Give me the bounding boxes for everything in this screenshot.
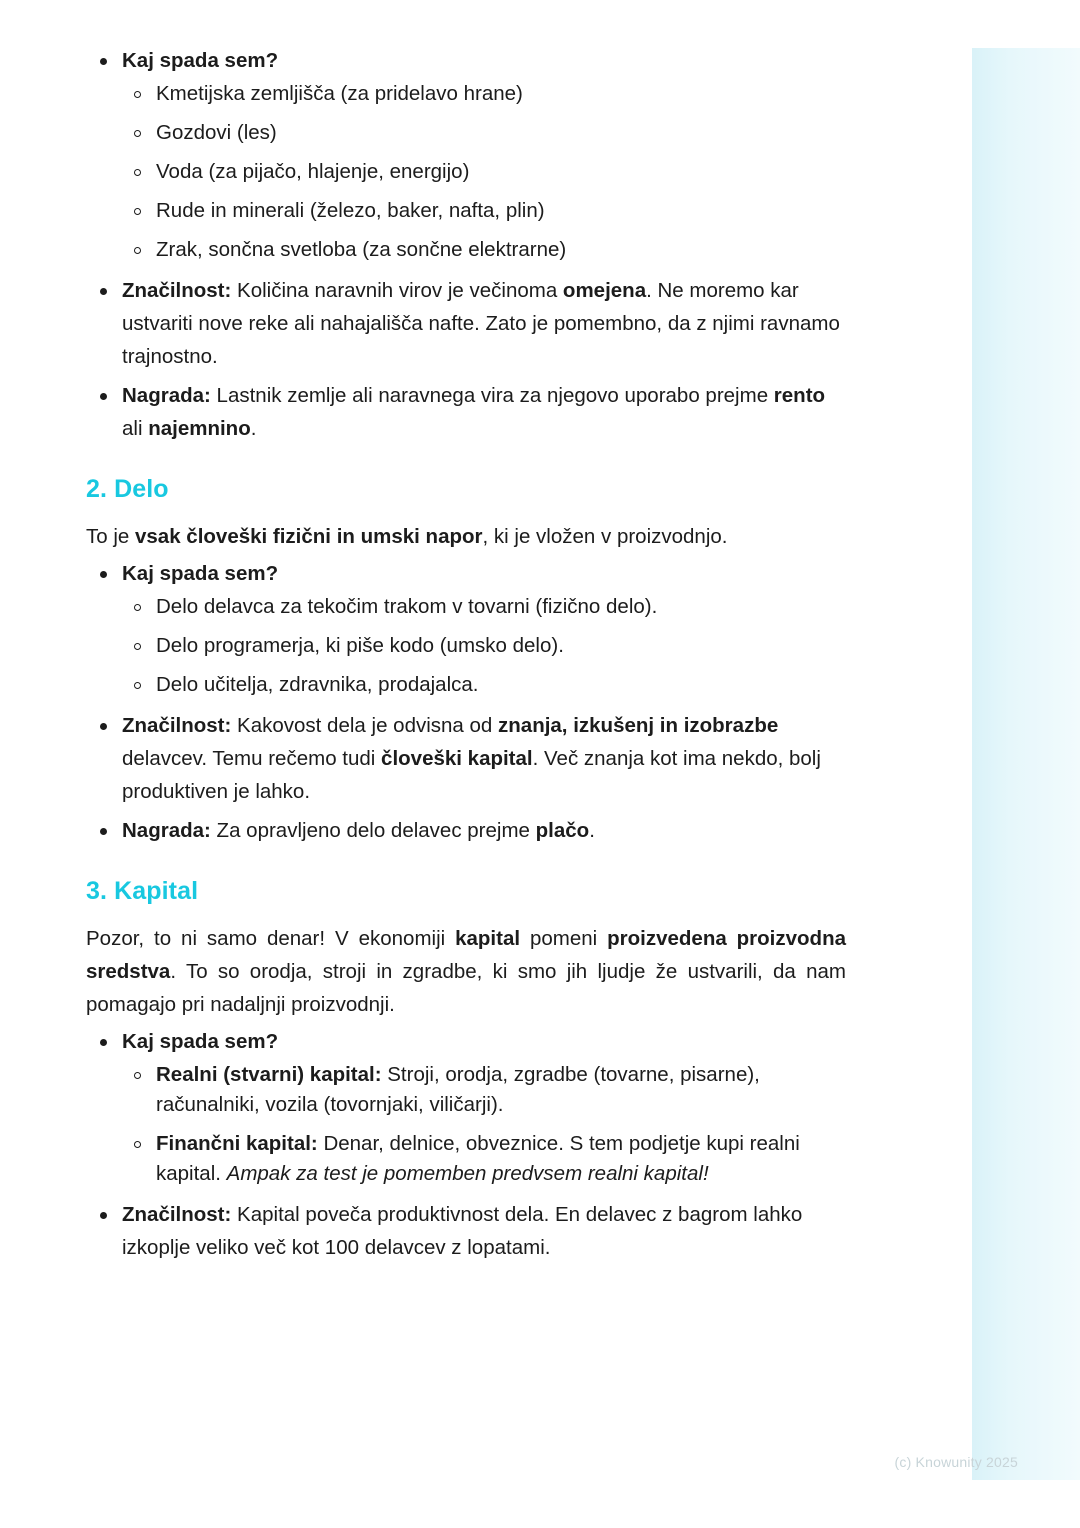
section-heading-kapital: 3. Kapital: [86, 877, 199, 905]
list-item: [86, 44, 846, 265]
list-item: [122, 1060, 846, 1120]
intro-text-start: Pozor, to ni samo denar! V ekonomiji: [86, 927, 456, 950]
section-heading-delo: 2. Delo: [86, 475, 169, 503]
list-item-text: Za opravljeno delo delavec prejme: [210, 819, 536, 842]
list-item: Zrak, sončna svetloba (za sončne elektrarne): [122, 235, 846, 265]
bullet-list-delo: [86, 557, 846, 847]
intro-emphasis-1: kapital: [455, 927, 521, 950]
intro-text-end: , ki je vložen v proizvodnjo.: [482, 525, 728, 548]
list-item: Delo učitelja, zdravnika, prodajalca.: [122, 670, 846, 700]
sub-bullet-list-kapital: [122, 1060, 846, 1189]
list-item-heading: Kaj spada sem?: [122, 562, 279, 585]
list-item-emphasis-2: najemnino: [148, 417, 251, 440]
list-item-text-end: . Več znanja kot ima nekdo, bolj produktiven je lahko.: [122, 747, 821, 803]
list-item-text: Količina naravnih virov je večinoma: [231, 279, 563, 302]
list-item-text: Kakovost dela je odvisna od: [231, 714, 499, 737]
section2-intro-paragraph: [86, 520, 846, 553]
list-item: Gozdovi (les): [122, 118, 846, 148]
list-item-heading: Kaj spada sem?: [122, 49, 279, 72]
bullet-list-kapital: [86, 1025, 846, 1264]
list-item-label: Značilnost:: [122, 714, 232, 737]
list-item-emphasis-1: znanja, izkušenj in izobrazbe: [498, 714, 779, 737]
list-item-label: Finančni kapital:: [156, 1132, 318, 1155]
list-item: [86, 557, 846, 700]
page-side-accent-bar: [972, 48, 1080, 1480]
list-item: Rude in minerali (železo, baker, nafta, plin): [122, 196, 846, 226]
list-item-emphasis: plačo: [535, 819, 590, 842]
list-item-text: Denar, delnice, obveznice. S tem podjetje kupi realni kapital.: [156, 1132, 800, 1185]
list-item: [86, 1025, 846, 1189]
list-item-emphasis-1: rento: [773, 384, 826, 407]
list-item-heading: Kaj spada sem?: [122, 1030, 279, 1053]
list-item-znacilnost: [86, 274, 846, 373]
list-item: Delo programerja, ki piše kodo (umsko delo).: [122, 631, 846, 661]
list-item-emphasis-2: človeški kapital: [381, 747, 533, 770]
list-item: Delo delavca za tekočim trakom v tovarni (fizično delo).: [122, 592, 846, 622]
list-item-text-end: .: [250, 417, 257, 440]
intro-text-end: . To so orodja, stroji in zgradbe, ki smo jih ljudje že ustvarili, da nam pomagajo pri nadaljnji proizvodnji.: [86, 960, 846, 1016]
list-item-znacilnost: [86, 709, 846, 808]
bullet-list-natural-resources: [86, 44, 846, 445]
intro-emphasis: vsak človeški fizični in umski napor: [135, 525, 483, 548]
watermark: (c) Knowunity 2025: [894, 1454, 1018, 1470]
list-item-text: Kapital poveča produktivnost dela. En delavec z bagrom lahko izkoplje veliko več kot 100 delavcev z lopatami.: [122, 1203, 803, 1259]
intro-text-start: To je: [86, 525, 135, 548]
list-item: [122, 1129, 846, 1189]
list-item-text-cont: ali: [122, 417, 149, 440]
sub-bullet-list-natural-resources: [122, 79, 846, 265]
section3-intro-paragraph: [86, 922, 846, 1021]
list-item-nagrada: [86, 814, 846, 847]
list-item-nagrada: [86, 379, 846, 445]
list-item-text-cont: . Ne moremo kar ustvariti nove reke ali nahajališča nafte. Zato je pomembno, da z njimi ravnamo trajnostno.: [122, 279, 840, 368]
list-item-label: Realni (stvarni) kapital:: [156, 1063, 382, 1086]
list-item-label: Značilnost:: [122, 279, 232, 302]
list-item: Kmetijska zemljišča (za pridelavo hrane): [122, 79, 846, 109]
list-item-text: Stroji, orodja, zgradbe (tovarne, pisarne), računalniki, vozila (tovornjaki, viličarji).: [156, 1063, 760, 1116]
list-item-label: Nagrada:: [122, 819, 211, 842]
list-item-text: Lastnik zemlje ali naravnega vira za njegovo uporabo prejme: [210, 384, 774, 407]
intro-text-mid: pomeni: [520, 927, 608, 950]
list-item: Voda (za pijačo, hlajenje, energijo): [122, 157, 846, 187]
sub-bullet-list-delo: [122, 592, 846, 700]
list-item-label: Značilnost:: [122, 1203, 232, 1226]
list-item-label: Nagrada:: [122, 384, 211, 407]
list-item-text-mid: delavcev. Temu rečemo tudi: [122, 747, 382, 770]
list-item-italic-note: Ampak za test je pomemben predvsem realni kapital!: [226, 1162, 709, 1185]
document-content: [86, 44, 846, 1270]
list-item-emphasis: omejena: [562, 279, 647, 302]
list-item-znacilnost: [86, 1198, 846, 1264]
intro-emphasis-2: proizvedena proizvodna sredstva: [86, 927, 846, 983]
list-item-text-end: .: [589, 819, 595, 842]
